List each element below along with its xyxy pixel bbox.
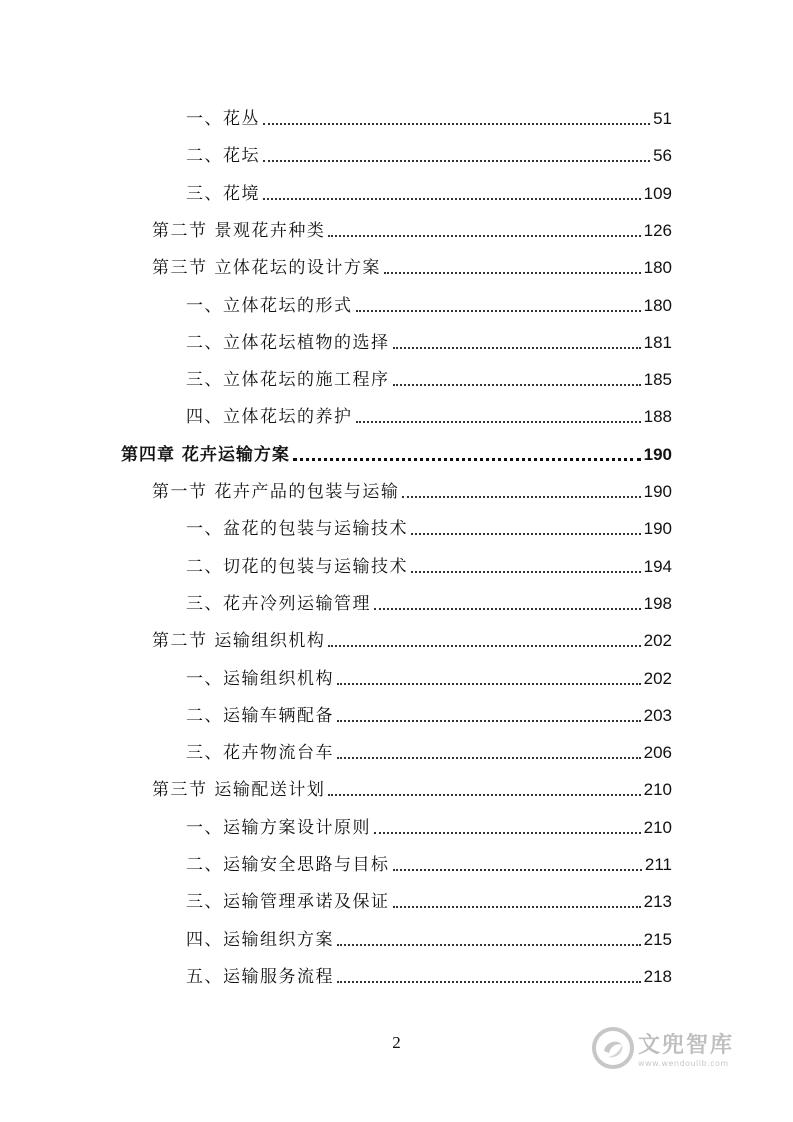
toc-entry-label: 四、立体花坛的养护 [186,407,353,428]
toc-dot-leader [374,832,641,834]
toc-dot-leader [374,608,641,610]
toc-entry[interactable] [0,216,672,242]
toc-entry-page: 109 [643,183,672,203]
toc-entry-page: 188 [643,407,672,427]
toc-entry-label: 二、运输车辆配备 [186,705,334,726]
toc-entry-label: 三、花境 [186,183,260,204]
toc-entry-page: 126 [643,220,672,240]
toc-dot-leader [337,720,641,722]
toc-entry-page: 211 [644,855,672,874]
toc-dot-leader [356,421,641,423]
toc-entry[interactable] [0,850,672,876]
toc-dot-leader [411,571,641,573]
toc-entry-label: 第二节 运输组织机构 [152,631,326,652]
toc-entry-label: 三、花卉物流台车 [186,743,334,764]
toc-entry-page: 181 [643,332,672,352]
toc-entry[interactable] [0,141,672,167]
toc-entry[interactable] [0,179,672,205]
watermark-name: 文兜智库 [638,1033,735,1058]
toc-entry-page: 190 [643,482,672,501]
toc-entry[interactable] [0,552,672,578]
toc-dot-leader [402,496,640,498]
toc-entry[interactable] [0,402,672,428]
toc-entry-label: 第四章 花卉运输方案 [121,444,290,465]
toc-entry-label: 四、运输组织方案 [186,929,334,950]
toc-entry[interactable] [0,887,672,913]
toc-entry[interactable] [0,477,672,503]
toc-entry-label: 二、切花的包装与运输技术 [186,556,408,577]
toc-dot-leader [328,645,640,647]
toc-entry-page: 190 [643,519,672,539]
toc-entry-label: 第二节 景观花卉种类 [152,220,326,241]
toc-dot-leader [293,458,641,461]
toc-entry-label: 三、运输管理承诺及保证 [186,892,390,913]
toc-entry-label: 三、立体花坛的施工程序 [186,370,390,391]
toc-entry-page: 56 [653,146,672,166]
toc-dot-leader [337,757,641,759]
toc-entry[interactable] [0,962,672,988]
toc-dot-leader [411,533,641,535]
toc-dot-leader [263,198,641,200]
watermark [592,1022,752,1074]
toc-entry[interactable] [0,775,672,801]
toc-dot-leader [384,272,641,274]
toc-entry-page: 180 [643,258,672,278]
toc-entry[interactable] [0,664,672,690]
toc-dot-leader [337,981,641,983]
toc-entry-page: 51 [653,109,672,128]
toc-entry[interactable] [0,253,672,279]
toc-entry[interactable] [0,701,672,727]
toc-dot-leader [263,123,650,125]
toc-dot-leader [337,683,641,685]
toc-entry[interactable] [0,291,672,317]
toc-entry-page: 210 [643,817,672,837]
toc-dot-leader [328,235,640,237]
toc-entry[interactable] [0,589,672,615]
toc-dot-leader [393,347,641,349]
toc-dot-leader [393,384,641,386]
toc-entry-page: 206 [643,743,672,763]
toc-entry[interactable] [0,440,672,466]
wendou-logo-icon [592,1027,634,1069]
toc-entry-label: 一、运输组织机构 [186,668,334,689]
toc-dot-leader [263,160,650,162]
toc-entry-page: 203 [643,705,672,725]
toc-entry-page: 198 [643,593,672,613]
toc-entry[interactable] [0,328,672,354]
toc-entry[interactable] [0,104,672,130]
toc-entry-label: 二、花坛 [186,146,260,167]
toc-entry-page: 202 [643,631,672,651]
toc-entry-label: 一、立体花坛的形式 [186,295,353,316]
page-number: 2 [392,1033,401,1052]
toc-entry-label: 三、花卉冷列运输管理 [186,593,371,614]
toc-entry[interactable] [0,738,672,764]
toc-entry-label: 二、运输安全思路与目标 [186,855,390,875]
toc-entry-page: 218 [643,966,672,986]
toc-entry-page: 185 [643,370,672,390]
toc-entry[interactable] [0,925,672,951]
toc-entry-label: 二、立体花坛植物的选择 [186,332,390,353]
toc-entry-label: 一、运输方案设计原则 [186,817,371,838]
toc-dot-leader [393,906,641,908]
toc-dot-leader [393,869,642,871]
toc-entry-label: 一、盆花的包装与运输技术 [186,519,408,540]
toc-entry-label: 第三节 运输配送计划 [152,780,326,801]
toc-dot-leader [337,944,641,946]
toc-entry-page: 180 [643,295,672,315]
toc-entry-label: 一、花丛 [186,109,260,129]
toc-entry-page: 190 [643,444,672,464]
toc-entry[interactable] [0,514,672,540]
toc-entry-page: 213 [643,892,672,912]
toc-entry-page: 202 [643,668,672,688]
toc-entry[interactable] [0,813,672,839]
toc-entry-label: 五、运输服务流程 [186,966,334,987]
toc-entry[interactable] [0,626,672,652]
toc-entry-page: 215 [643,929,672,949]
watermark-url: www.wendoulib.com [638,1059,729,1068]
toc-dot-leader [356,310,641,312]
toc-entry[interactable] [0,365,672,391]
toc-dot-leader [328,794,640,796]
toc-entry-label: 第三节 立体花坛的设计方案 [152,258,381,279]
toc-entry-label: 第一节 花卉产品的包装与运输 [152,482,400,502]
toc-entry-page: 210 [643,780,672,800]
toc-entry-page: 194 [643,556,672,576]
